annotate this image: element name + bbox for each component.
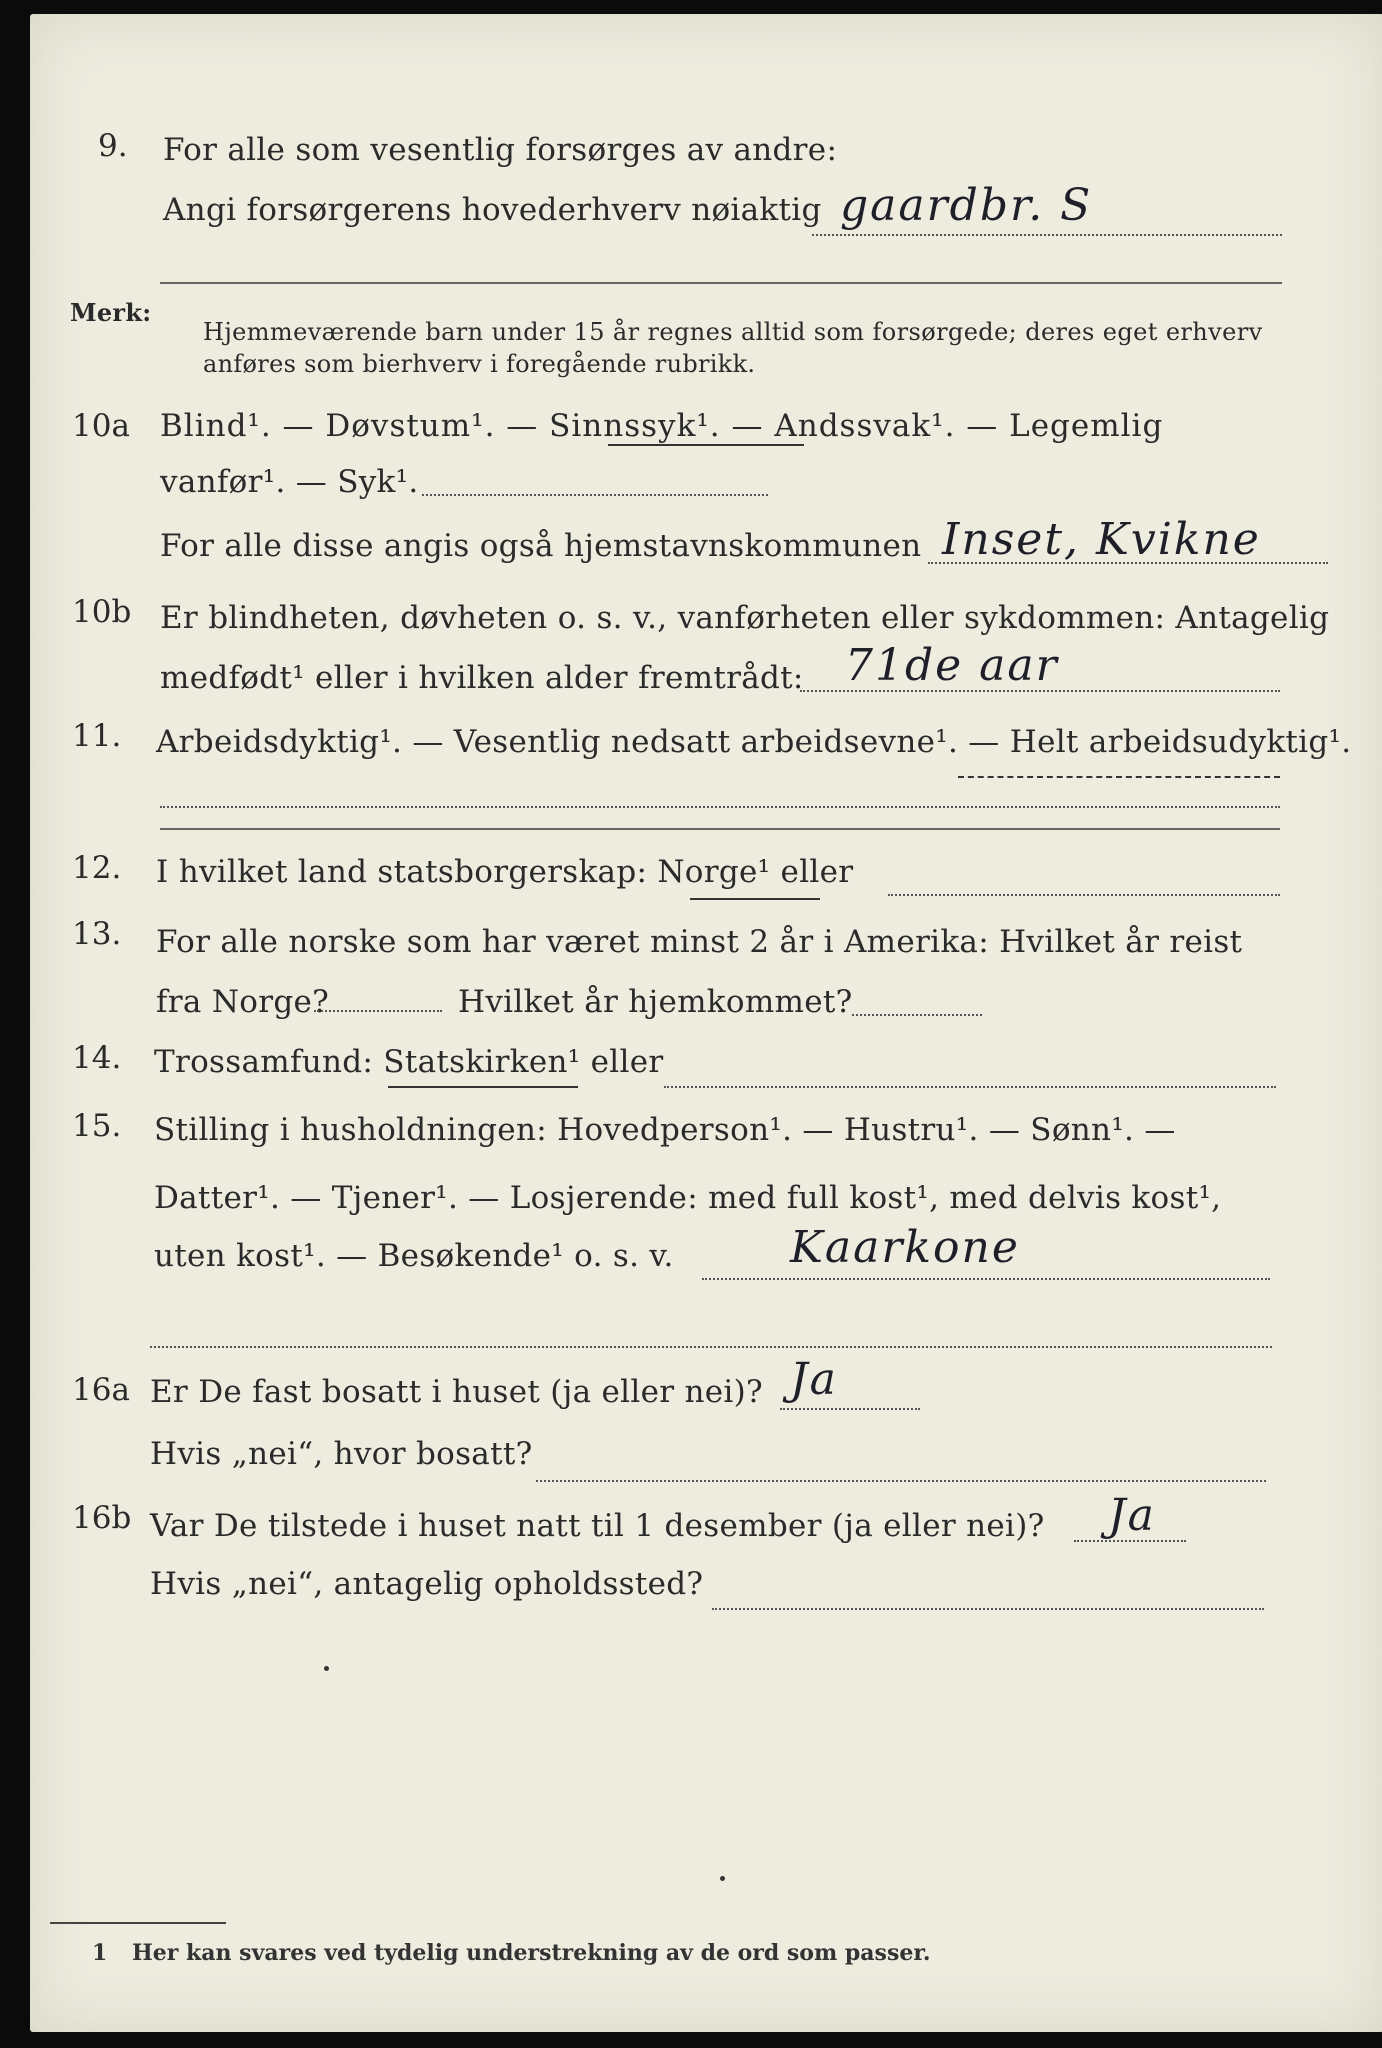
- ink-speck: [720, 1876, 725, 1881]
- q13-line1: For alle norske som har været minst 2 år i Amerika: Hvilket år reist: [156, 924, 1243, 960]
- q14-number: 14.: [72, 1040, 122, 1076]
- q16b-line1: Var De tilstede i huset natt til 1 desember (ja eller nei)?: [150, 1508, 1045, 1544]
- q9-number: 9.: [98, 128, 128, 164]
- q15-number: 15.: [72, 1108, 122, 1144]
- q16b-number: 16b: [72, 1500, 132, 1536]
- q11-separator: [160, 828, 1280, 830]
- q13-hjemkommet-line: [852, 1014, 982, 1016]
- paper-sheet: [30, 14, 1382, 2032]
- q16a-bosatt-line: [536, 1480, 1266, 1482]
- q16a-answer-line: [780, 1408, 920, 1410]
- q10a-line2: vanfør¹. — Syk¹.: [160, 464, 419, 500]
- ink-speck: [324, 1666, 329, 1671]
- q14-statskirken-underline: [388, 1086, 578, 1088]
- q10a-line3: For alle disse angis også hjemstavnskommunen: [160, 528, 922, 564]
- q11-answer-line: [160, 806, 1280, 808]
- q10a-answer-handwritten: Inset, Kvikne: [942, 514, 1261, 565]
- q14-line1: Trossamfund: Statskirken¹ eller: [154, 1044, 664, 1080]
- merk-line1: Hjemmeværende barn under 15 år regnes alltid som forsørgede; deres eget erhverv: [203, 318, 1263, 346]
- q11-udyktig-underline: [958, 776, 1280, 778]
- q12-line1: I hvilket land statsborgerskap: Norge¹ eller: [156, 854, 854, 890]
- q10a-line1: Blind¹. — Døvstum¹. — Sinnssyk¹. — Andssvak¹. — Legemlig: [160, 408, 1164, 444]
- q13-line2b: Hvilket år hjemkommet?: [458, 984, 853, 1020]
- q16b-answer-handwritten: Ja: [1108, 1490, 1156, 1541]
- q10b-line1: Er blindheten, døvheten o. s. v., vanførheten eller sykdommen: Antagelig: [160, 600, 1330, 636]
- q9-line1: For alle som vesentlig forsørges av andre:: [163, 132, 838, 168]
- q10b-answer-handwritten: 71de aar: [845, 640, 1059, 691]
- q10b-number: 10b: [72, 594, 132, 630]
- q10b-line2: medfødt¹ eller i hvilken alder fremtrådt:: [160, 660, 804, 696]
- q12-answer-line: [888, 894, 1280, 896]
- merk-label: Merk:: [70, 298, 152, 327]
- q15-line3: uten kost¹. — Besøkende¹ o. s. v.: [154, 1238, 674, 1274]
- q15-extra-line: [150, 1346, 1272, 1348]
- q9-separator: [160, 282, 1282, 284]
- q14-answer-line: [664, 1086, 1276, 1088]
- q13-line2a: fra Norge?: [156, 984, 330, 1020]
- q12-norge-underline: [690, 898, 820, 900]
- footnote-rule: [50, 1922, 226, 1924]
- q10a-syk-line: [422, 494, 768, 496]
- q15-answer-handwritten: Kaarkone: [790, 1222, 1020, 1273]
- q16a-answer-handwritten: Ja: [790, 1354, 838, 1405]
- q15-line2: Datter¹. — Tjener¹. — Losjerende: med full kost¹, med delvis kost¹,: [154, 1180, 1222, 1216]
- merk-line2: anføres som bierhverv i foregående rubrikk.: [203, 350, 756, 378]
- q16b-opholdssted-line: [712, 1608, 1264, 1610]
- q10a-sinnssyk-underline: [608, 444, 804, 446]
- q9-answer-line: [812, 234, 1282, 236]
- q16a-line2: Hvis „nei“, hvor bosatt?: [150, 1436, 533, 1472]
- q11-number: 11.: [72, 718, 122, 754]
- q10a-number: 10a: [72, 408, 130, 444]
- q9-line2: Angi forsørgerens hovederhverv nøiaktig: [163, 192, 822, 228]
- q13-number: 13.: [72, 916, 122, 952]
- q16a-line1: Er De fast bosatt i huset (ja eller nei)?: [150, 1374, 763, 1410]
- q16b-line2: Hvis „nei“, antagelig opholdssted?: [150, 1566, 704, 1602]
- q15-answer-line: [702, 1278, 1270, 1280]
- q11-line1: Arbeidsdyktig¹. — Vesentlig nedsatt arbeidsevne¹. — Helt arbeidsudyktig¹.: [156, 724, 1352, 760]
- q12-number: 12.: [72, 850, 122, 886]
- q16a-number: 16a: [72, 1372, 130, 1408]
- q9-answer-handwritten: gaardbr. S: [840, 180, 1093, 231]
- q15-line1: Stilling i husholdningen: Hovedperson¹. — Hustru¹. — Sønn¹. —: [154, 1112, 1176, 1148]
- footnote-marker: 1: [92, 1940, 108, 1966]
- footnote-text: Her kan svares ved tydelig understrekning av de ord som passer.: [132, 1940, 931, 1966]
- q13-reist-line: [314, 1010, 442, 1012]
